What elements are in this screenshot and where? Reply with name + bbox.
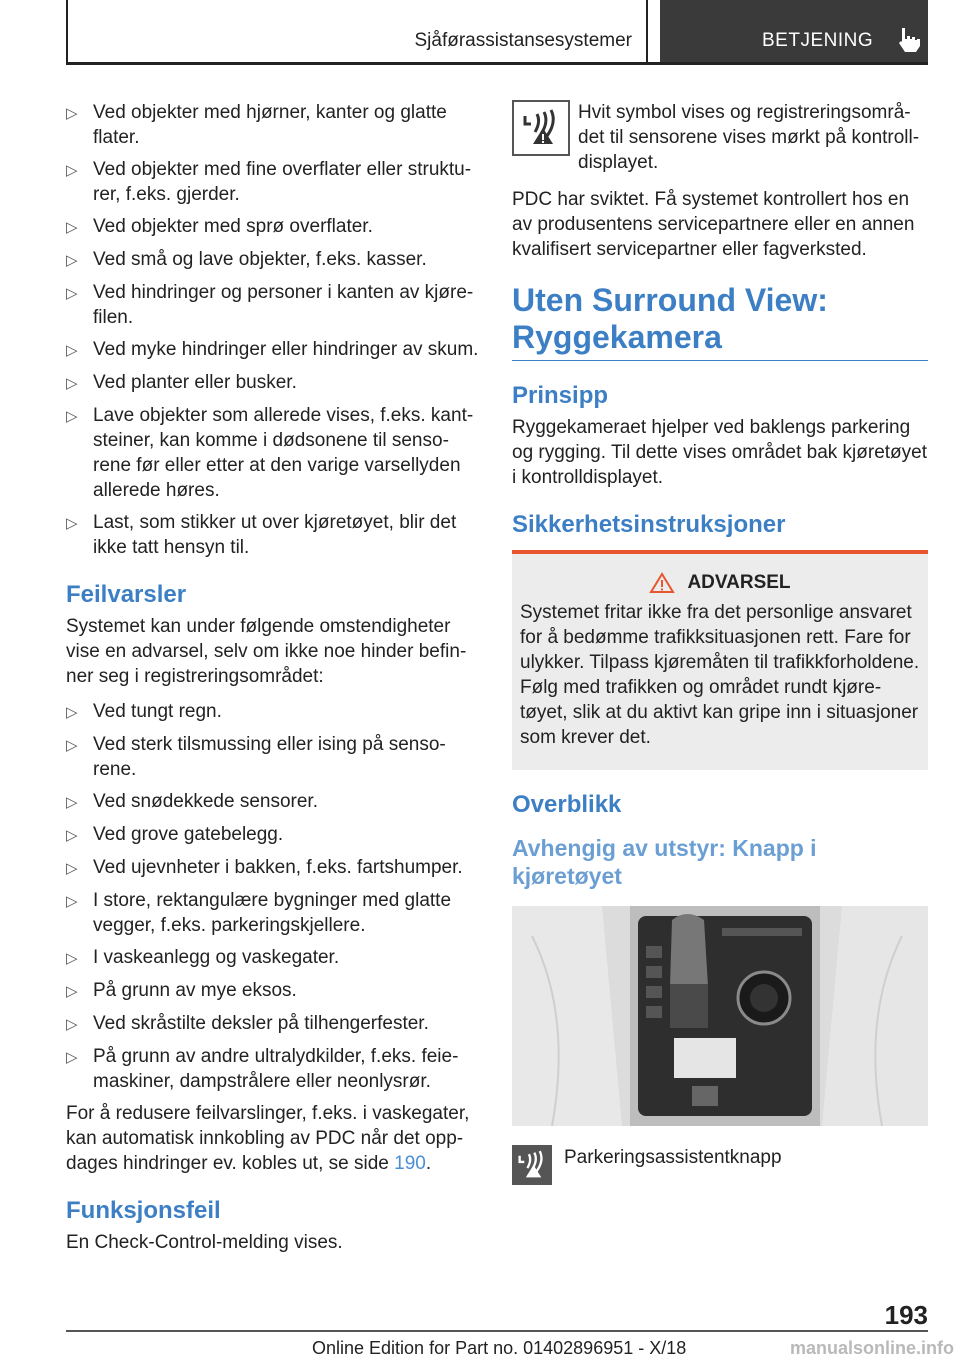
limit-bullet-text: Ved objekter med sprø overflater. [93,216,373,237]
false-warning-bullet-text: Ved snødekkede sensorer. [93,791,318,812]
false-warning-bullet-text: På grunn av andre ultralydkilder, f.eks. feiemaskiner, dampstrålere eller neonlysrør. [93,1046,459,1092]
footer-edition: Online Edition for Part no. 01402896951 - X/18 [312,1338,687,1358]
bullet-triangle-icon: ▷ [66,827,78,844]
header-chapter-box [660,0,928,64]
limit-bullet-item [66,280,480,330]
heading-sikkerhet: Sikkerhetsinstruksjoner [512,511,786,538]
button-caption: Parkeringsassistentknapp [564,1147,782,1168]
false-warning-bullet-item [66,1044,480,1094]
bullet-triangle-icon: ▷ [66,219,78,236]
bullet-triangle-icon: ▷ [66,704,78,721]
bullet-triangle-icon: ▷ [66,983,78,1000]
heading-feilvarsler: Feilvarsler [66,581,187,608]
bullet-triangle-icon: ▷ [66,794,78,811]
false-warning-bullet-text: Ved ujevnheter i bakken, f.eks. fartshumper. [93,857,463,878]
limit-bullet-item [66,403,480,503]
false-warning-bullet-text: Ved skråstilte deksler på tilhengerfester. [93,1013,429,1034]
limit-bullet-text: Ved små og lave objekter, f.eks. kasser. [93,249,427,270]
left-column [66,100,480,1265]
limit-bullet-item [66,157,480,207]
limit-bullet-text: Ved objekter med hjørner, kanter og glatte flater. [93,102,447,148]
right-column [512,100,928,1197]
false-warning-bullet-text: I vaskeanlegg og vaskegater. [93,947,340,968]
hand-pointer-icon [896,26,922,54]
paragraph-prinsipp: Ryggekameraet hjelper ved baklengs parkering og rygging. Til dette vises området bak kjøretøyet i kontrolldisplayet. [512,417,928,488]
paragraph-feilvarsler: Systemet kan under følgende omstendigheter vise en advarsel, selv om ikke noe hinder befinner seg i registreringsområdet: [66,616,467,687]
limit-bullet-item [66,214,480,240]
warning-text: Systemet fritar ikke fra det personlige ansvaret for å bedømme trafikksituasjonen rett. Fare for ulykker. Tilpass kjøremåten til trafikkforholdene. Følg med trafikken og området rundt kjøretøyet, slik at du aktivt kan gripe inn i situasjoner som krever det. [520,602,920,748]
bullet-triangle-icon: ▷ [66,737,78,754]
pdc-symbol-description: Hvit symbol vises og registreringsområdet til sensorene vises mørkt på kontrolldisplayet. [578,102,920,173]
page-link-190[interactable]: 190 [394,1153,426,1174]
bullet-triangle-icon: ▷ [66,893,78,910]
false-warning-bullet-item [66,822,480,848]
false-warning-bullet-item [66,978,480,1004]
false-warning-bullet-text: På grunn av mye eksos. [93,980,297,1001]
bullet-list-false-warnings [66,699,480,1094]
limit-bullet-item [66,370,480,396]
paragraph-reduce-warnings: For å redusere feilvarslinger, f.eks. i vaskegater, kan automatisk innkobling av PDC når det oppdages hindringer ev. kobles ut, se side 190. [66,1103,470,1174]
limit-bullet-text: Last, som stikker ut over kjøretøyet, blir det ikke tatt hensyn til. [93,512,457,558]
false-warning-bullet-item [66,732,480,782]
false-warning-bullet-item [66,855,480,881]
false-warning-bullet-item [66,1011,480,1037]
limit-bullet-text: Ved planter eller busker. [93,372,297,393]
bullet-triangle-icon: ▷ [66,342,78,359]
parking-assistant-button-icon [512,1145,552,1185]
limit-bullet-text: Ved objekter med fine overflater eller strukturer, f.eks. gjerder. [93,159,472,205]
limit-bullet-text: Ved myke hindringer eller hindringer av skum. [93,339,479,360]
false-warning-bullet-item [66,699,480,725]
false-warning-bullet-text: Ved sterk tilsmussing eller ising på sensorene. [93,734,446,780]
page-number: 193 [884,1300,928,1330]
header-chapter-title: BETJENING [762,30,874,51]
false-warning-bullet-item [66,945,480,971]
false-warning-bullet-text: Ved tungt regn. [93,701,222,722]
warning-title: ADVARSEL [520,572,920,594]
footer-rule [66,1330,928,1332]
limit-bullet-item [66,337,480,363]
bullet-triangle-icon: ▷ [66,105,78,122]
pdc-symbol-icon [512,100,570,156]
pdc-symbol-row [512,100,928,175]
footer-watermark: manualsonline.info [789,1338,954,1358]
limit-bullet-item [66,100,480,150]
bullet-triangle-icon: ▷ [66,252,78,269]
limit-bullet-item [66,247,480,273]
heading-rear-camera: Uten Surround View: Ryggekamera [512,282,928,361]
false-warning-bullet-item [66,888,480,938]
heading-prinsipp: Prinsipp [512,382,609,409]
false-warning-bullet-text: I store, rektangulære bygninger med glatte vegger, f.eks. parkeringskjellere. [93,890,452,936]
header-section-box [68,0,648,62]
heading-overblikk: Overblikk [512,791,622,818]
center-console-photo [512,906,928,1126]
bullet-triangle-icon: ▷ [66,408,78,425]
limit-bullet-text: Lave objekter som allerede vises, f.eks. kantsteiner, kan komme i dødsonene til sensorene før eller etter at den varige varsellyden allerede høres. [93,405,474,501]
header-section-title: Sjåførassistansesystemer [414,30,632,51]
bullet-triangle-icon: ▷ [66,950,78,967]
paragraph-pdc-failed: PDC har sviktet. Få systemet kontrollert hos en av produsentens servicepartnere eller en annen kvalifisert servicepartner eller fagverksted. [512,189,915,260]
limit-bullet-text: Ved hindringer og personer i kanten av kjørefilen. [93,282,474,328]
heading-equipment-button: Avhengig av utstyr: Knapp i kjøretøyet [512,835,817,889]
bullet-triangle-icon: ▷ [66,1016,78,1033]
bullet-triangle-icon: ▷ [66,375,78,392]
bullet-triangle-icon: ▷ [66,285,78,302]
bullet-triangle-icon: ▷ [66,860,78,877]
header-rule [66,62,928,65]
limit-bullet-item [66,510,480,560]
bullet-list-limits [66,100,480,560]
false-warning-bullet-text: Ved grove gatebelegg. [93,824,284,845]
false-warning-bullet-item [66,789,480,815]
warning-box [512,550,928,770]
paragraph-funksjonsfeil: En Check-Control-melding vises. [66,1232,343,1253]
bullet-triangle-icon: ▷ [66,1049,78,1066]
button-caption-row [512,1145,928,1185]
bullet-triangle-icon: ▷ [66,515,78,532]
bullet-triangle-icon: ▷ [66,162,78,179]
warning-triangle-icon [649,572,675,594]
heading-funksjonsfeil: Funksjonsfeil [66,1197,221,1224]
